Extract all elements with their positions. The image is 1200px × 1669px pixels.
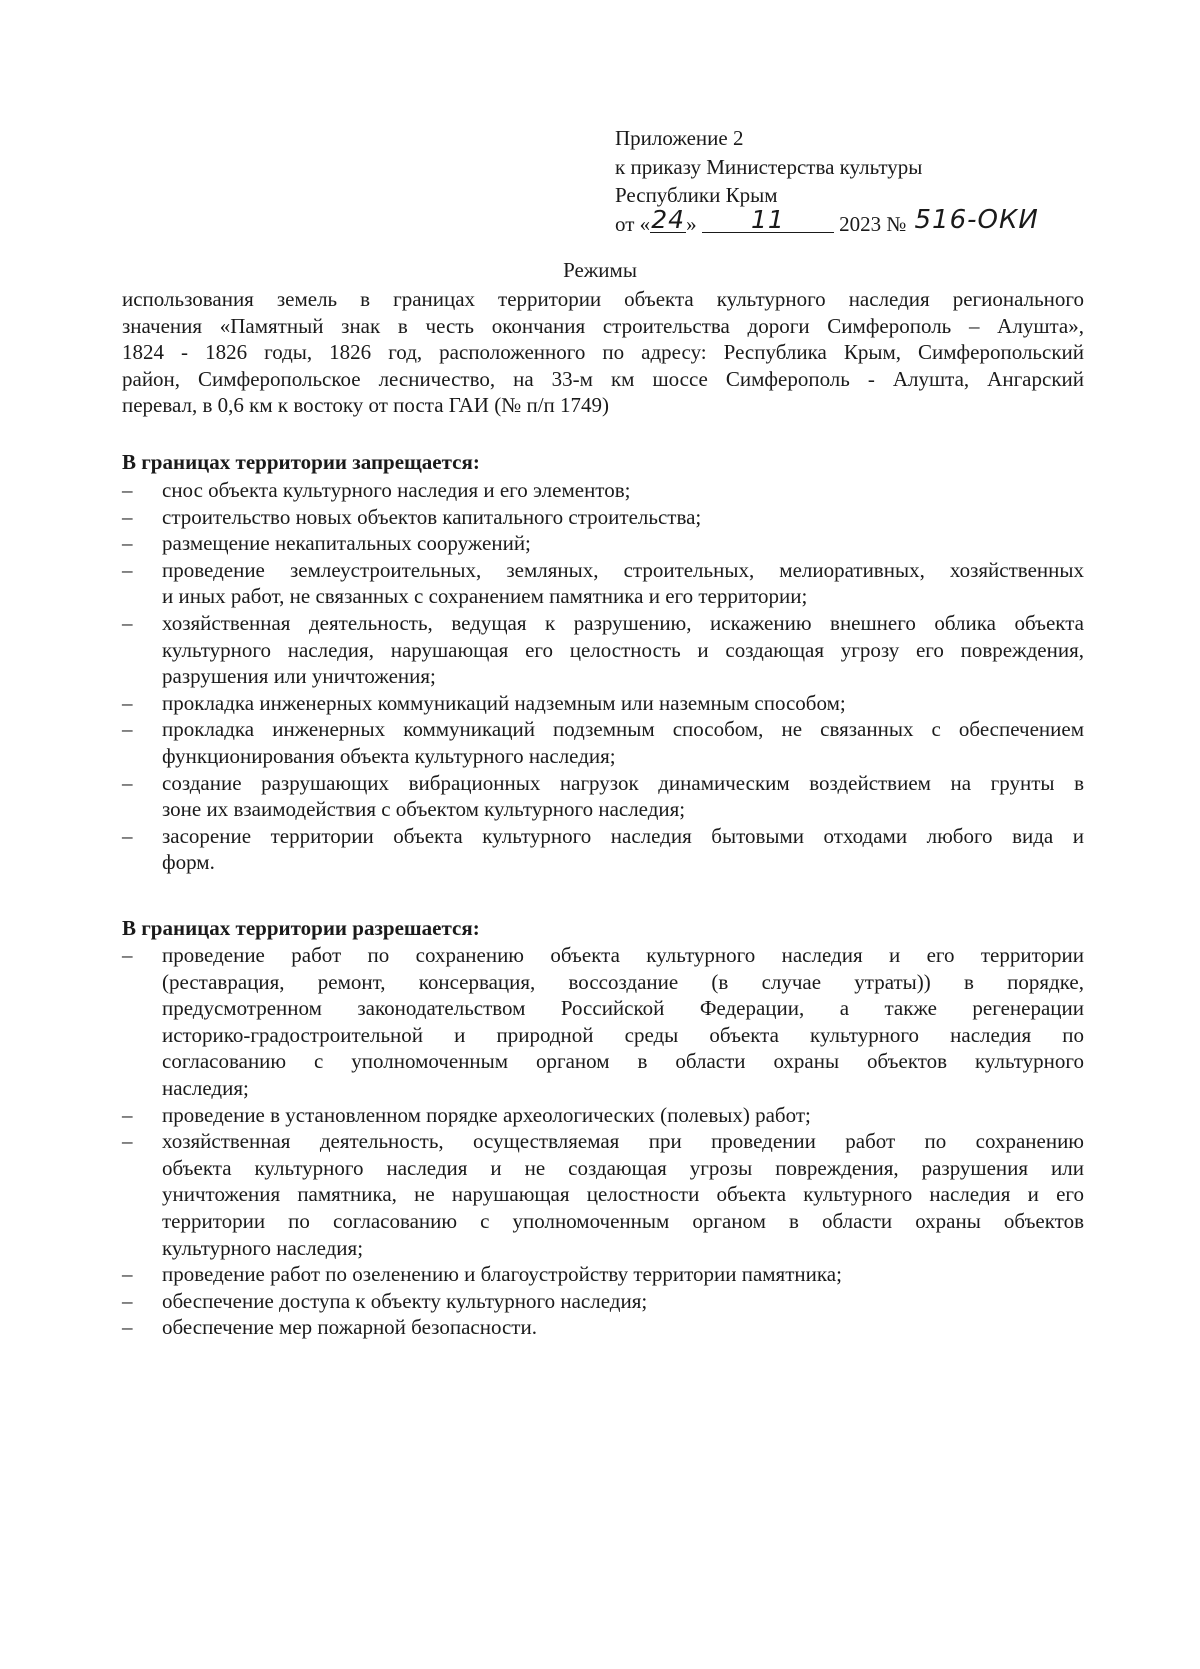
bullet-dash: – [122, 1262, 133, 1287]
order-reference: к приказу Министерства культуры [615, 154, 923, 179]
list-item-line: и иных работ, не связанных с сохранением памятника и его территории; [162, 584, 808, 609]
prohibited-list-item [122, 610, 1084, 690]
list-item-text [162, 1288, 1084, 1315]
permitted-list-item [122, 1102, 1084, 1129]
list-item-text [162, 530, 1084, 557]
bullet-dash: – [122, 690, 133, 715]
prohibited-list-item [122, 557, 1084, 610]
list-item-text [162, 1314, 1084, 1341]
permitted-list-item [122, 942, 1084, 1102]
permitted-list-item [122, 1128, 1084, 1261]
order-number-field [912, 204, 1042, 235]
bullet-dash: – [122, 504, 133, 529]
prohibited-list-item [122, 823, 1084, 876]
document-title: Режимы [563, 258, 637, 282]
list-item-line: функционирования объекта культурного наследия; [162, 743, 616, 768]
permitted-list [122, 942, 1084, 1341]
list-item-line: проведение в установленном порядке археологических (полевых) работ; [162, 1102, 811, 1127]
list-item-line: проведение работ по озеленению и благоустройству территории памятника; [162, 1262, 842, 1287]
list-item-line: разрушения или уничтожения; [162, 664, 436, 689]
list-item-line: (реставрация, ремонт, консервация, воссоздание (в случае утраты)) в порядке, [162, 969, 1084, 994]
bullet-dash: – [122, 943, 133, 967]
date-mid: » [686, 211, 697, 236]
bullet-dash: – [122, 531, 133, 556]
bullet-dash: – [122, 1288, 133, 1313]
list-item-line: хозяйственная деятельность, осуществляемая при проведении работ по сохранению [162, 1129, 1084, 1154]
list-item-text [162, 610, 1084, 690]
date-day-field [650, 204, 686, 234]
bullet-dash: – [122, 478, 133, 502]
prohibited-list-item [122, 504, 1084, 531]
prohibited-list-item [122, 770, 1084, 823]
list-item-line: прокладка инженерных коммуникаций надземным или наземным способом; [162, 690, 846, 715]
list-item-line: культурного наследия, нарушающая его целостность и создающая угрозу его повреждения, [162, 637, 1084, 662]
intro-line: использования земель в границах территории объекта культурного наследия регионального [122, 287, 1084, 311]
list-item-line: культурного наследия; [162, 1235, 364, 1260]
list-item-line: согласованию с уполномоченным органом в области охраны объектов культурного [162, 1049, 1084, 1074]
list-item-text [162, 942, 1084, 1102]
order-number-handwritten: 516-ОКИ [914, 204, 1039, 235]
appendix-label: Приложение 2 [615, 126, 744, 150]
list-item-text [162, 1102, 1084, 1129]
date-year: 2023 № [839, 211, 907, 236]
list-item-line: проведение работ по сохранению объекта культурного наследия и его территории [162, 943, 1084, 967]
list-item-text [162, 770, 1084, 823]
list-item-line: историко-градостроительной и природной среды объекта культурного наследия по [162, 1022, 1084, 1047]
list-item-line: создание разрушающих вибрационных нагрузок динамическим воздействием на грунты в [162, 770, 1084, 795]
list-item-line: форм. [162, 850, 215, 875]
date-month-field [702, 204, 834, 234]
list-item-line: зоне их взаимодействия с объектом культурного наследия; [162, 797, 686, 822]
prohibited-heading: В границах территории запрещается: [122, 450, 480, 474]
list-item-text [162, 1261, 1084, 1288]
date-day-handwritten: 24 [651, 204, 686, 234]
list-item-text [162, 504, 1084, 531]
ministry-region: Республики Крым [615, 183, 778, 207]
prohibited-list-item [122, 690, 1084, 717]
list-item-line: объекта культурного наследия и не создающая угрозы повреждения, разрушения или [162, 1155, 1084, 1180]
intro-line: 1824 - 1826 годы, 1826 год, расположенного по адресу: Республика Крым, Симферопольский [122, 340, 1084, 365]
intro-line: значения «Памятный знак в честь окончания строительства дороги Симферополь – Алушта», [122, 313, 1084, 338]
list-item-line: прокладка инженерных коммуникаций подземным способом, не связанных с обеспечением [162, 717, 1084, 742]
bullet-dash: – [122, 717, 133, 742]
list-item-line: обеспечение доступа к объекту культурного наследия; [162, 1288, 648, 1313]
list-item-line: обеспечение мер пожарной безопасности. [162, 1315, 537, 1340]
prohibited-list-item [122, 716, 1084, 769]
list-item-text [162, 690, 1084, 717]
list-item-line: наследия; [162, 1075, 249, 1100]
list-item-line: засорение территории объекта культурного наследия бытовыми отходами любого вида и [162, 823, 1084, 848]
prohibited-list [122, 477, 1084, 876]
list-item-line: хозяйственная деятельность, ведущая к разрушению, искажению внешнего облика объекта [162, 610, 1084, 635]
list-item-line: предусмотренном законодательством Российской Федерации, а также регенерации [162, 996, 1084, 1021]
bullet-dash: – [122, 557, 133, 582]
permitted-list-item [122, 1288, 1084, 1315]
bullet-dash: – [122, 1315, 133, 1340]
appendix-header [615, 124, 1095, 238]
date-month-handwritten: 11 [751, 204, 785, 234]
intro-line: перевал, в 0,6 км к востоку от поста ГАИ (№ п/п 1749) [122, 393, 610, 418]
date-prefix: от « [615, 211, 651, 236]
list-item-line: строительство новых объектов капитального строительства; [162, 504, 702, 529]
list-item-line: снос объекта культурного наследия и его элементов; [162, 478, 631, 502]
list-item-text [162, 557, 1084, 610]
list-item-text [162, 716, 1084, 769]
bullet-dash: – [122, 823, 133, 848]
intro-line: район, Симферопольское лесничество, на 33-м км шоссе Симферополь - Алушта, Ангарский [122, 366, 1084, 391]
bullet-dash: – [122, 1102, 133, 1127]
prohibited-list-item [122, 530, 1084, 557]
bullet-dash: – [122, 770, 133, 795]
order-date-line [615, 204, 1095, 239]
bullet-dash: – [122, 610, 133, 635]
intro-paragraph [122, 286, 1084, 419]
permitted-list-item [122, 1261, 1084, 1288]
list-item-line: уничтожения памятника, не нарушающая целостности объекта культурного наследия и его [162, 1182, 1084, 1207]
permitted-list-item [122, 1314, 1084, 1341]
list-item-line: размещение некапитальных сооружений; [162, 531, 531, 556]
list-item-line: проведение землеустроительных, земляных, строительных, мелиоративных, хозяйственных [162, 557, 1084, 582]
list-item-line: территории по согласованию с уполномоченным органом в области охраны объектов [162, 1208, 1084, 1233]
prohibited-list-item [122, 477, 1084, 504]
list-item-text [162, 1128, 1084, 1261]
bullet-dash: – [122, 1129, 133, 1154]
list-item-text [162, 823, 1084, 876]
list-item-text [162, 477, 1084, 504]
permitted-heading: В границах территории разрешается: [122, 916, 480, 940]
